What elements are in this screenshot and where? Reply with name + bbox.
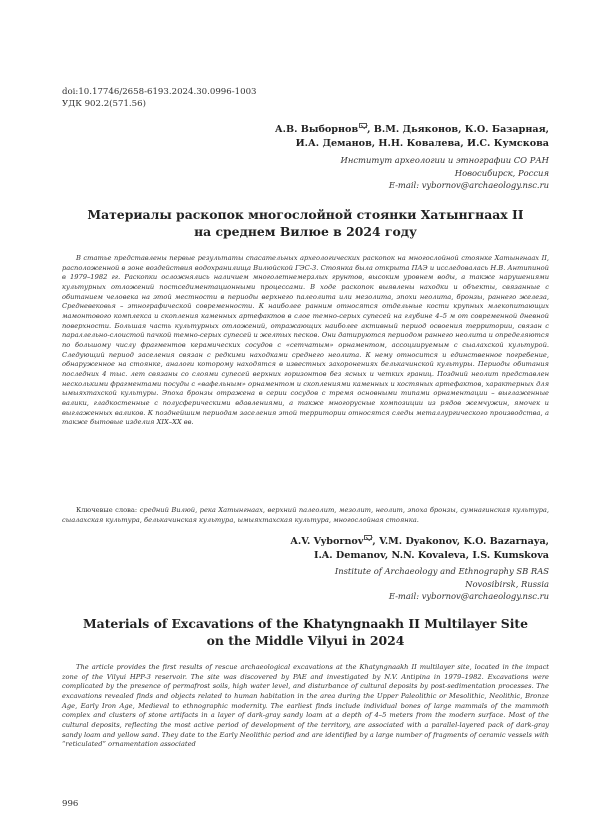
en-abstract: The article provides the first results of rescue archaeological excavations at the Khatyngnaakh II multilayer site, located in the impact zone of the Vilyui HPP-3 reservoir. The site was discovered by PAE and investigated by N.V. Antipina in 1979–1982. Excavations were complicated by the presence of permafrost soils, high water level, and disturbance of cultural deposits by post-sedimentation processes. The excavations revealed finds and objects related to human habitation in the area during the Upper Paleolithic or Mesolithic, Neolithic, Bronze Age, Early Iron Age, Medieval to ethnographic modernity. The earliest finds include individual bones of large mammals of the mammoth complex and clusters of stone artifacts in a layer of dark-gray sandy loam at a depth of 4–5 meters from the modern surface. Most of the cultural deposits, reflecting the most active period of development of the territory, are associated with a parallel-layered pack of dark-gray sandy loam and yellow sand. They date to the Early Neolithic period and are identified by a large number of fragments of ceramic vessels with “reticulated” ornamentation associated — [62, 663, 549, 749]
en-corresponding-author: A.V. Vybornov — [290, 536, 364, 547]
page-number: 996 — [62, 799, 79, 809]
ru-abstract: В статье представлены первые результаты спасательных археологических раскопок на многослойной стоянке Хатынгнаах II, расположенной в зоне воздействия водохранилища Вилюйской ГЭС-3. Стоянка была открыта ПАЭ и исследовалась Н.В. Антипиной в 1979–1982 гг. Раскопки осложнялись наличием многолетнемерзлых грунтов, высоким уровнем воды, а также нарушениями культурных отложений постседиментационными процессами. В ходе раскопок выявлены находки и объекты, связанные с обитанием человека на этой местности в периоды верхнего палеолита или мезолита, эпохи неолита, бронзы, раннего железа, Средневековья – этнографической современности. К наиболее ранним относятся отдельные кости крупных млекопитающих мамонтового комплекса и скопления каменных артефактов в слое темно-серых супесей на глубине 4–5 м от современной дневной поверхности. Большая часть культурных отложений, отражающих наиболее активный период освоения территории, связан с параллельно-слоистой пачкой темно-серых супесей и желтых песков. Они датируются периодом раннего неолита и определяются по большому числу фрагментов керамических сосудов с «сетчатым» орнаментом, ассоциируемым с сыалахской культурой. Следующий период заселения связан с редкими находками среднего неолита. К нему относится и единственное погребение, обнаруженное на стоянке, аналоги которому находятся в известных захоронениях белькачинской культуры. Периоды обитания последних 4 тыс. лет связаны со слоями супесей верхних горизонтов без ясных и четких границ. Поздний неолит представлен несколькими фрагментами посуды с «вафельным» орнаментом и скоплениями каменных и костяных артефактов, характерных для ымыяхтахской культуры. Эпоха бронзы отражена в серии сосудов с тремя основными типами орнаментации – выглаженные валики, гладкостенные с полусферическими вдавлениями, а также многорусные композиции из рядов жемчужин, ямочек и выглаженных валиков. К позднейшим периодам заселения этой территории относятся следы металлургического производства, а также бытовые изделия XIX–XX вв. — [62, 254, 549, 427]
doi-line[interactable]: doi:10.17746/2658-6193.2024.30.0996-1003 — [62, 87, 257, 97]
ru-authors-line-1-rest: , В.М. Дьяконов, К.О. Базарная, — [367, 124, 549, 135]
ru-authors-line-1 — [275, 123, 549, 137]
en-title-line-1: Materials of Excavations of the Khatyngnaakh II Multilayer Site — [82, 616, 529, 631]
en-authors-line-1-rest: , V.M. Dyakonov, K.O. Bazarnaya, — [372, 536, 549, 547]
ru-keywords-text: средний Вилюй, река Хатынгнаах, верхний палеолит, мезолит, неолит, эпоха бронзы, сумнагинская культура, сыалахская культура, белькачинская культура, ымыяхтахская культура, многослойная стоянка. — [62, 506, 549, 524]
en-authors — [290, 535, 549, 563]
en-authors-line-1 — [290, 535, 549, 549]
envelope-icon — [359, 123, 367, 128]
en-title-line-2: on the Middle Vilyui in 2024 — [206, 633, 405, 648]
en-authors-line-2: I.A. Demanov, N.N. Kovaleva, I.S. Kumskova — [313, 550, 549, 561]
en-email[interactable]: E-mail: vybornov@archaeology.nsc.ru — [388, 591, 549, 601]
ru-keywords-label: Ключевые слова: — [76, 506, 138, 514]
ru-keywords — [62, 506, 549, 525]
ru-title — [62, 206, 549, 240]
en-affiliation — [335, 565, 549, 603]
ru-title-line-1: Материалы раскопок многослойной стоянки Хатынгнаах II — [87, 207, 524, 222]
ru-city: Новосибирск, Россия — [454, 167, 549, 178]
ru-affiliation — [341, 154, 549, 192]
en-institute: Institute of Archaeology and Ethnography SB RAS — [334, 566, 549, 576]
ru-title-line-2: на среднем Вилюе в 2024 году — [194, 224, 417, 239]
ru-email[interactable]: E-mail: vybornov@archaeology.nsc.ru — [388, 180, 549, 190]
ru-authors-line-2: И.А. Деманов, Н.Н. Ковалева, И.С. Кумскова — [295, 138, 549, 149]
udk-line: УДК 902.2(571.56) — [62, 99, 146, 109]
ru-corresponding-author: А.В. Выборнов — [274, 124, 359, 135]
ru-authors — [275, 123, 549, 151]
ru-institute: Институт археологии и этнографии СО РАН — [340, 155, 549, 165]
en-title — [62, 615, 549, 649]
en-city: Novosibirsk, Russia — [465, 578, 549, 589]
envelope-icon — [364, 535, 372, 540]
